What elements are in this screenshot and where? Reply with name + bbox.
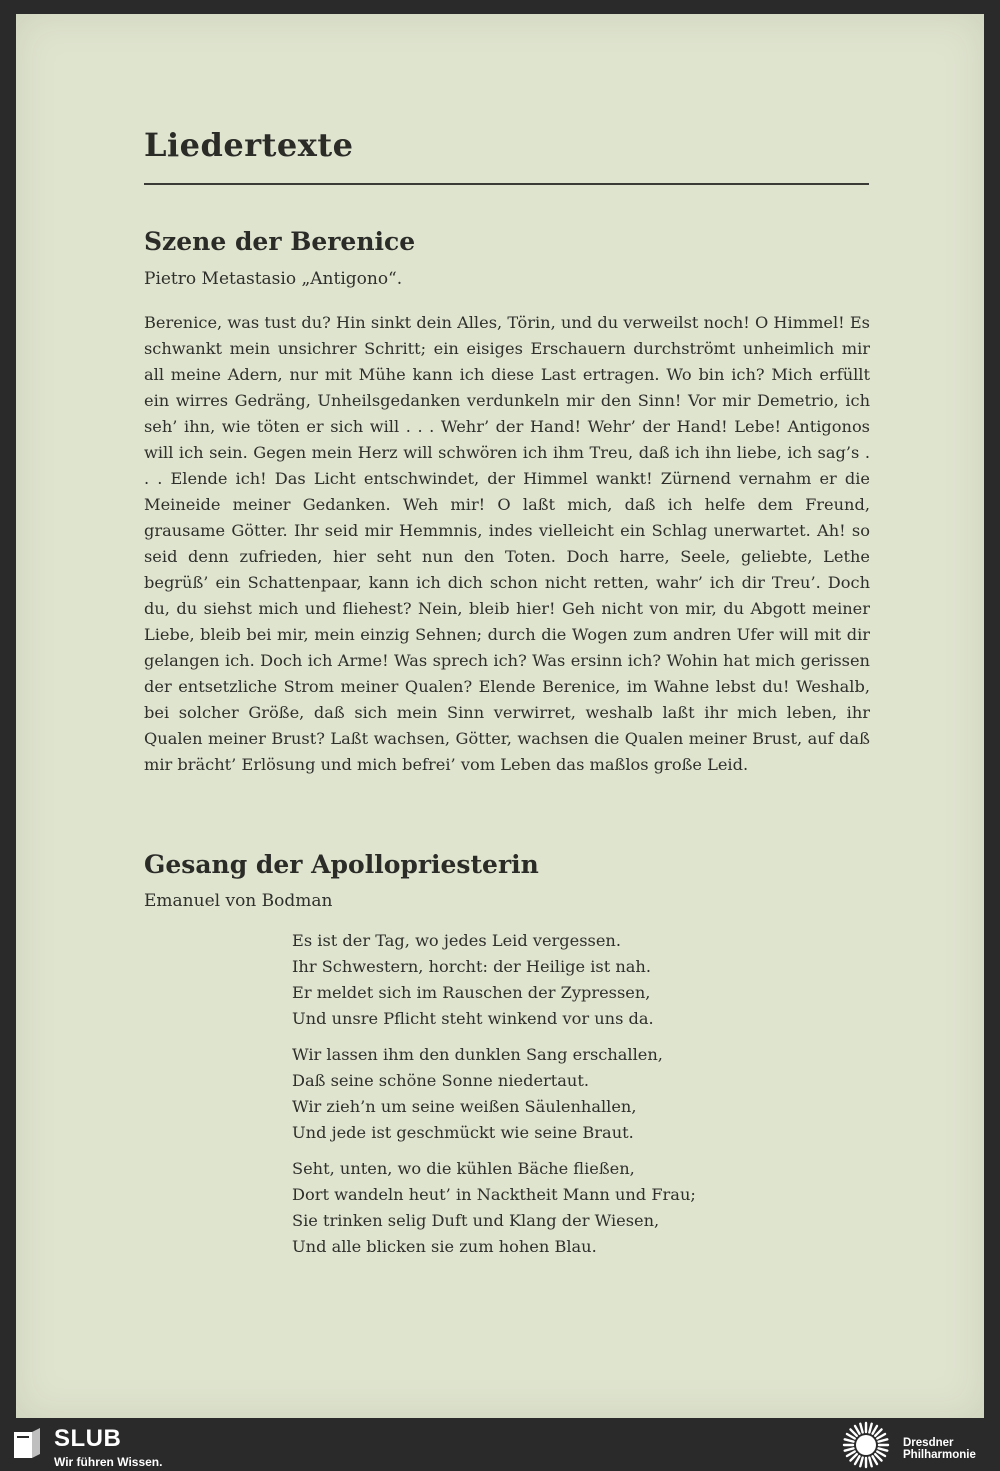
poem-stanza — [292, 928, 812, 1032]
berenice-text: Berenice, was tust du? Hin sinkt dein Alles, Törin, und du verweilst noch! O Himmel! Es schwankt mein unsichrer Schritt; ein eisiges Erschauern durchströmt unheimlich mir all meine Adern, nur mit Mühe kann ich diese Last ertragen. Wo bin ich? Mich erfüllt ein wirres Gedräng, Unheilsgedanken verdunkeln mir den Sinn! Vor mir Demetrio, ich seh’ ihn, wie töten er sich will . . . Wehr’ der Hand! Wehr’ der Hand! Lebe! Antigonos will ich sein. Gegen mein Herz will schwören ich ihm Treu, daß ich ihn liebe, ich sag’s . . . Elende ich! Das Licht entschwindet, der Himmel wankt! Zürnend vernahm er die Meineide meiner Gedanken. Weh mir! O laßt mich, daß ich helfe dem Freund, grausame Götter. Ihr seid mir Hemmnis, indes vielleicht ein Schlag unerwartet. Ah! so seid denn zufrieden, hier seht nun den Toten. Doch harre, Seele, geliebte, Lethe begrüß’ ein Schattenpaar, kann ich dich schon nicht retten, wahr’ ich dir Treu’. Doch du, du siehst mich und fliehest? Nein, bleib hier! Geh nicht von mir, du Abgott meiner Liebe, bleib bei mir, mein einzig Sehnen; durch die Wogen zum andren Ufer will mit dir gelangen ich. Doch ich Arme! Was sprech ich? Was ersinn ich? Wohin hat mich gerissen der entsetzliche Strom meiner Qualen? Elende Berenice, im Wahne lebst du! Weshalb, bei solcher Größe, daß sich mein Sinn verwirret, weshalb laßt ihr mich leben, ihr Qualen meiner Brust? Laßt wachsen, Götter, wachsen die Qualen meiner Brust, auf daß mir brächt’ Erlösung und mich befrei’ vom Leben das maßlos große Leid. — [144, 313, 870, 774]
philharmonie-line2: Philharmonie — [903, 1449, 976, 1461]
footer-bar — [0, 1418, 1000, 1471]
poem-line: Es ist der Tag, wo jedes Leid vergessen. — [292, 931, 621, 950]
title-divider — [144, 183, 869, 185]
slub-tagline: Wir führen Wissen. — [54, 1455, 163, 1469]
poem-line: Wir lassen ihm den dunklen Sang erschallen, — [292, 1045, 663, 1064]
poem-stanza — [292, 1156, 812, 1260]
document-page — [16, 14, 984, 1418]
section-author-metastasio: Pietro Metastasio „Antigono“. — [144, 269, 403, 289]
poem-line: Sie trinken selig Duft und Klang der Wiesen, — [292, 1211, 660, 1230]
slub-name[interactable]: SLUB — [54, 1425, 122, 1452]
section-title-berenice: Szene der Berenice — [144, 227, 416, 256]
poem-line: Daß seine schöne Sonne niedertaut. — [292, 1071, 590, 1090]
sunburst-logo-icon[interactable] — [842, 1421, 890, 1469]
philharmonie-name[interactable] — [903, 1437, 976, 1461]
poem-line: Und jede ist geschmückt wie seine Braut. — [292, 1123, 634, 1142]
section-author-bodman: Emanuel von Bodman — [144, 891, 333, 911]
philharmonie-line1: Dresdner — [903, 1437, 954, 1449]
poem-stanza — [292, 1042, 812, 1146]
library-book-icon[interactable] — [12, 1426, 42, 1460]
section-title-apollopriesterin: Gesang der Apollopriesterin — [144, 850, 539, 879]
poem-line: Und unsre Pflicht steht winkend vor uns da. — [292, 1009, 654, 1028]
poem-line: Und alle blicken sie zum hohen Blau. — [292, 1237, 597, 1256]
poem-line: Dort wandeln heut’ in Nacktheit Mann und Frau; — [292, 1185, 696, 1204]
poem-line: Wir zieh’n um seine weißen Säulenhallen, — [292, 1097, 637, 1116]
poem-line: Ihr Schwestern, horcht: der Heilige ist nah. — [292, 957, 651, 976]
page-title: Liedertexte — [144, 126, 354, 164]
poem-line: Seht, unten, wo die kühlen Bäche fließen, — [292, 1159, 635, 1178]
poem-line: Er meldet sich im Rauschen der Zypressen, — [292, 983, 651, 1002]
